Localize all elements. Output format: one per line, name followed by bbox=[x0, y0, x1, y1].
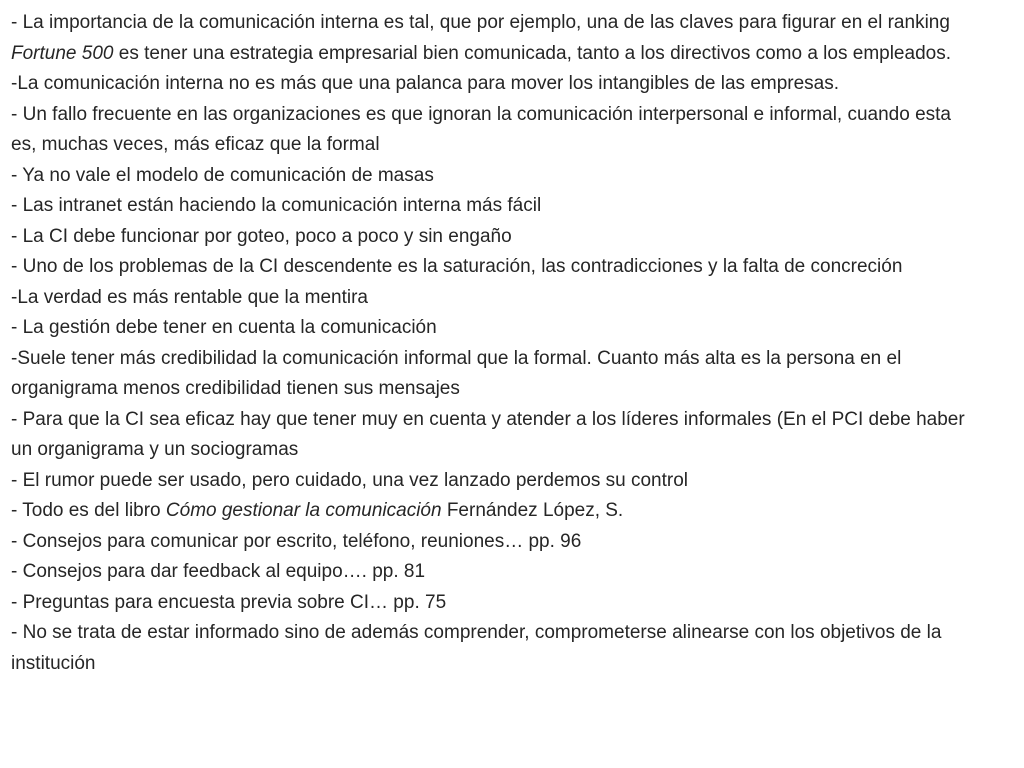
list-item: - La gestión debe tener en cuenta la comunicación bbox=[11, 317, 437, 338]
item-text: - La importancia de la comunicación interna es tal, que por ejemplo, una de las claves para figurar en el ranking bbox=[11, 12, 950, 33]
item-text: - Todo es del libro bbox=[11, 500, 166, 521]
list-item: - Consejos para comunicar por escrito, teléfono, reuniones… pp. 96 bbox=[11, 530, 582, 552]
list-item: -La comunicación interna no es más que una palanca para mover los intangibles de las empresas. bbox=[11, 73, 840, 94]
list-item: - Preguntas para encuesta previa sobre CI… pp. 75 bbox=[11, 591, 447, 613]
list-item: - Ya no vale el modelo de comunicación de masas bbox=[11, 164, 434, 186]
list-item: - Las intranet están haciendo la comunicación interna más fácil bbox=[11, 195, 542, 216]
italic-title: Cómo gestionar la comunicación bbox=[165, 500, 442, 521]
list-item: - Consejos para dar feedback al equipo…. pp. 81 bbox=[11, 561, 426, 582]
list-item bbox=[11, 8, 971, 69]
list-item: - Para que la CI sea eficaz hay que tener muy en cuenta y atender a los líderes informales (En el PCI debe haber un organigrama y un sociogramas bbox=[11, 408, 965, 460]
list-item: - Uno de los problemas de la CI descendente es la saturación, las contradicciones y la falta de concreción bbox=[11, 256, 903, 277]
list-item: -Suele tener más credibilidad la comunicación informal que la formal. Cuanto más alta es la persona en el organigrama menos credibilidad tienen sus mensajes bbox=[11, 347, 902, 399]
list-item: - Un fallo frecuente en las organizaciones es que ignoran la comunicación interpersonal e informal, cuando esta es, muchas veces, más eficaz que la formal bbox=[11, 103, 951, 155]
list-item: - El rumor puede ser usado, pero cuidado, una vez lanzado perdemos su control bbox=[11, 469, 689, 491]
list-item: -La verdad es más rentable que la mentira bbox=[11, 286, 368, 308]
list-item bbox=[11, 496, 971, 527]
list-item: - No se trata de estar informado sino de además comprender, comprometerse alinearse con los objetivos de la institución bbox=[11, 622, 942, 674]
item-text: es tener una estrategia empresarial bien comunicada, tanto a los directivos como a los empleados. bbox=[113, 42, 951, 64]
list-item: - La CI debe funcionar por goteo, poco a poco y sin engaño bbox=[11, 225, 512, 247]
item-text: Fernández López, S. bbox=[441, 500, 624, 521]
italic-title: Fortune 500 bbox=[11, 42, 114, 64]
notes-list bbox=[11, 8, 971, 679]
